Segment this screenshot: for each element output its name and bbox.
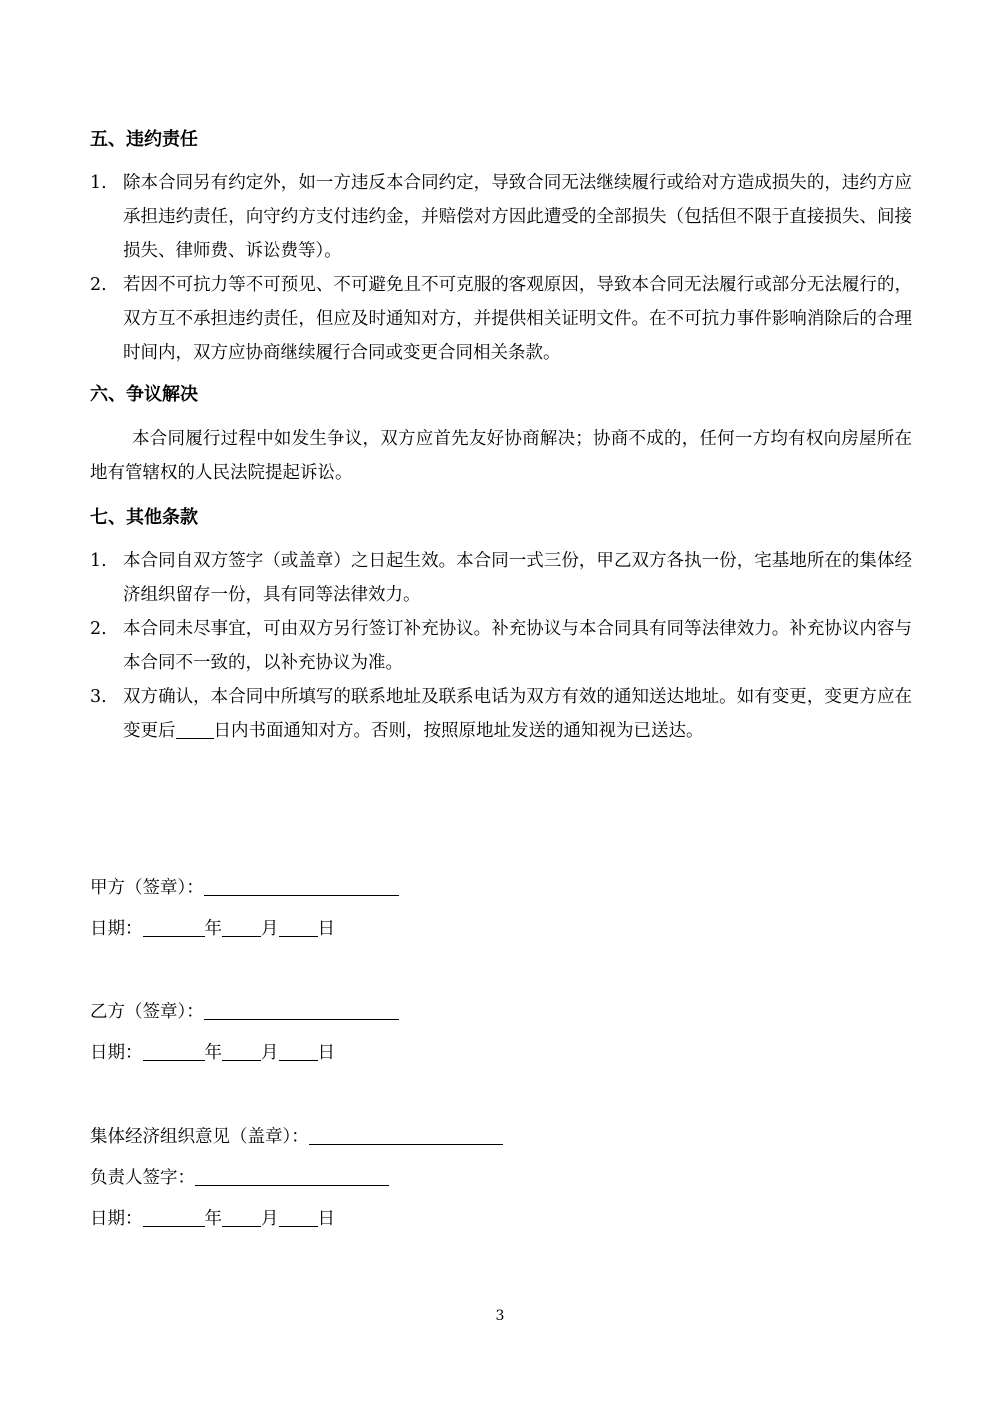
section-heading-breach: 五、违约责任 [90,129,198,150]
year-blank[interactable] [143,918,205,937]
responsible-signature-blank[interactable] [195,1167,389,1186]
day-blank[interactable] [279,1208,318,1227]
collective-seal-blank[interactable] [309,1126,503,1145]
item-number: 1. [90,173,107,193]
item-text-after: 日内书面通知对方。否则，按照原地址发送的通知视为已送达。 [213,721,704,741]
month-label: 月 [261,919,279,939]
month-blank[interactable] [222,1208,261,1227]
item-number: 2. [90,275,107,295]
party-a-signature-line [90,875,399,901]
item-text [123,680,912,748]
day-blank[interactable] [279,1042,318,1061]
item-number: 3. [90,687,107,707]
section-heading-dispute: 六、争议解决 [90,384,198,405]
day-label: 日 [317,1043,335,1063]
party-b-signature-line [90,999,399,1025]
month-blank[interactable] [222,1042,261,1061]
responsible-signature-line [90,1165,389,1191]
date-label: 日期： [90,1209,143,1229]
year-blank[interactable] [143,1042,205,1061]
party-b-signature-blank[interactable] [204,1001,399,1020]
responsible-label: 负责人签字： [90,1168,195,1188]
item-text: 本合同未尽事宜，可由双方另行签订补充协议。补充协议与本合同具有同等法律效力。补充协议内容与本合同不一致的，以补充协议为准。 [123,619,912,673]
item-number: 1. [90,551,107,571]
party-a-label: 甲方（签章）： [90,878,204,898]
collective-label: 集体经济组织意见（盖章）： [90,1127,309,1147]
party-b-label: 乙方（签章）： [90,1002,204,1022]
year-label: 年 [204,919,222,939]
collective-date-line [90,1206,335,1232]
date-label: 日期： [90,919,143,939]
date-label: 日期： [90,1043,143,1063]
item-text-before: 双方确认，本合同中所填写的联系地址及联系电话为双方有效的通知送达地址。如有变更，变更方应在变更后 [123,687,912,741]
day-label: 日 [317,919,335,939]
item-text: 本合同自双方签字（或盖章）之日起生效。本合同一式三份，甲乙双方各执一份，宅基地所在的集体经济组织留存一份，具有同等法律效力。 [123,551,912,605]
month-blank[interactable] [222,918,261,937]
party-a-date-line [90,916,335,942]
section-heading-other: 七、其他条款 [90,507,198,528]
item-number: 2. [90,619,107,639]
party-a-signature-blank[interactable] [204,877,399,896]
year-blank[interactable] [143,1208,205,1227]
dispute-paragraph: 本合同履行过程中如发生争议，双方应首先友好协商解决；协商不成的，任何一方均有权向房屋所在地有管辖权的人民法院提起诉讼。 [90,429,912,483]
month-label: 月 [261,1209,279,1229]
item-text: 除本合同另有约定外，如一方违反本合同约定，导致合同无法继续履行或给对方造成损失的，违约方应承担违约责任，向守约方支付违约金，并赔偿对方因此遭受的全部损失（包括但不限于直接损失、间接损失、律师费、诉讼费等）。 [123,173,912,261]
year-label: 年 [204,1043,222,1063]
page-number: 3 [495,1308,505,1324]
party-b-date-line [90,1040,335,1066]
item-text: 若因不可抗力等不可预见、不可避免且不可克服的客观原因，导致本合同无法履行或部分无法履行的，双方互不承担违约责任，但应及时通知对方，并提供相关证明文件。在不可抗力事件影响消除后的合理时间内，双方应协商继续履行合同或变更合同相关条款。 [123,275,912,363]
month-label: 月 [261,1043,279,1063]
year-label: 年 [204,1209,222,1229]
collective-seal-line [90,1124,503,1150]
days-blank[interactable] [176,720,214,739]
day-blank[interactable] [279,918,318,937]
day-label: 日 [317,1209,335,1229]
